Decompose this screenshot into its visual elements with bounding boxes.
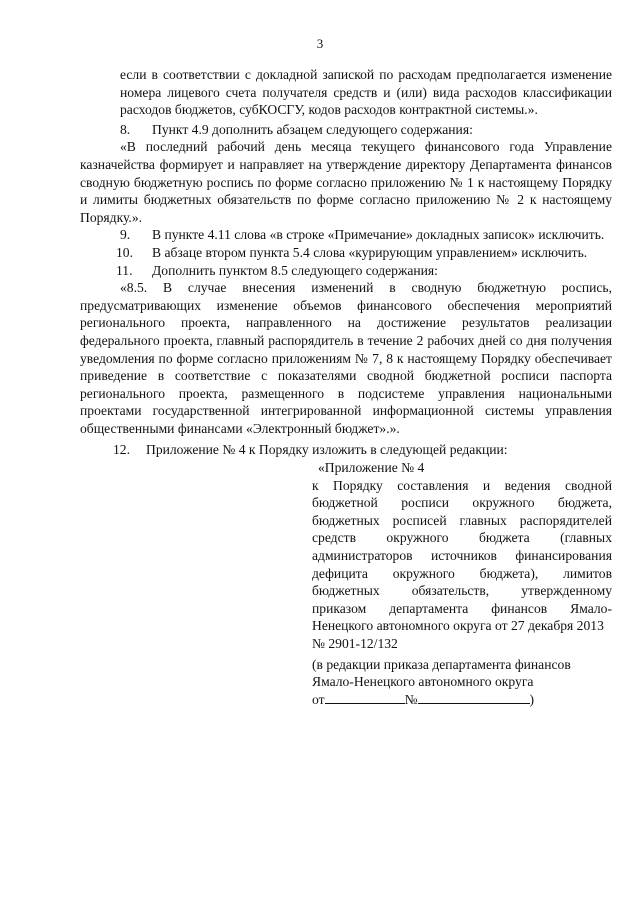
item-9 bbox=[80, 226, 612, 244]
item-10-text: В абзаце втором пункта 5.4 слова «курирующим управлением» исключить. bbox=[152, 244, 588, 260]
item-11-text: Дополнить пунктом 8.5 следующего содержания: bbox=[152, 262, 438, 278]
closing-paren: ) bbox=[529, 691, 535, 707]
item-8-quote: «В последний рабочий день месяца текущего финансового года Управление казначейства формирует и направляет на утверждение директору Департамента финансов сводную бюджетную роспись по форме согласно приложению № 1 к настоящему Порядку и лимиты бюджетных обязательств по форме согласно приложению № 2 к настоящему Порядку.». bbox=[80, 139, 612, 225]
appendix-order-number: № 2901-12/132 bbox=[312, 636, 398, 651]
from-label: от bbox=[312, 691, 325, 707]
date-blank bbox=[325, 691, 405, 704]
item-9-text: В пункте 4.11 слова «в строке «Примечание» докладных записок» исключить. bbox=[152, 227, 605, 243]
item-8-text: Пункт 4.9 дополнить абзацем следующего содержания: bbox=[152, 121, 473, 137]
continued-paragraph: если в соответствии с докладной запиской по расходам предполагается изменение номера лицевого счета получателя средств и (или) вида расходов классификации расходов бюджетов, субКОСГУ, кодов расходов контрактной системы.». bbox=[120, 67, 612, 118]
item-11-number: 11. bbox=[116, 262, 133, 278]
item-10-number: 10. bbox=[116, 244, 133, 260]
number-label: № bbox=[404, 691, 418, 707]
item-12-text: Приложение № 4 к Порядку изложить в следующей редакции: bbox=[146, 442, 508, 458]
appendix-signature-line bbox=[312, 691, 612, 709]
item-11-quote: «8.5. В случае внесения изменений в сводную бюджетную роспись, предусматривающих изменение объемов финансового обеспечения мероприятий регионального проекта, направленного на достижение результатов реализации федерального проекта, главный распорядитель в течение 2 рабочих дней со дня получения уведомления по форме согласно приложениям № 7, 8 к настоящему Порядку обеспечивает приведение в соответствие с показателями сводной бюджетной росписи паспорта регионального проекта, размещенного в подсистеме управления национальными проектами государственной интегрированной информационной системы управления общественными финансами «Электронный бюджет».». bbox=[80, 280, 612, 436]
appendix-edition: (в редакции приказа департамента финансов Ямало-Ненецкого автономного округа bbox=[312, 656, 571, 690]
item-12 bbox=[80, 441, 612, 459]
item-9-number: 9. bbox=[120, 227, 131, 243]
item-8-number: 8. bbox=[120, 121, 131, 137]
appendix-body: к Порядку составления и ведения сводной бюджетной росписи окружного бюджета, бюджетных росписей главных распорядителей средств окружного бюджета (главных администраторов источников финансирования дефицита окружного бюджета), лимитов бюджетных обязательств, утвержденному приказом департамента финансов Ямало-Ненецкого автономного округа от 27 декабря 2013 bbox=[312, 477, 612, 634]
item-12-number: 12. bbox=[113, 442, 130, 458]
document-body bbox=[80, 66, 612, 708]
page-number: 3 bbox=[316, 36, 324, 51]
appendix-header bbox=[312, 459, 612, 708]
number-blank bbox=[418, 691, 530, 704]
item-10 bbox=[80, 244, 612, 262]
appendix-title: «Приложение № 4 bbox=[318, 460, 425, 476]
item-8 bbox=[80, 121, 612, 139]
item-11 bbox=[80, 262, 612, 280]
